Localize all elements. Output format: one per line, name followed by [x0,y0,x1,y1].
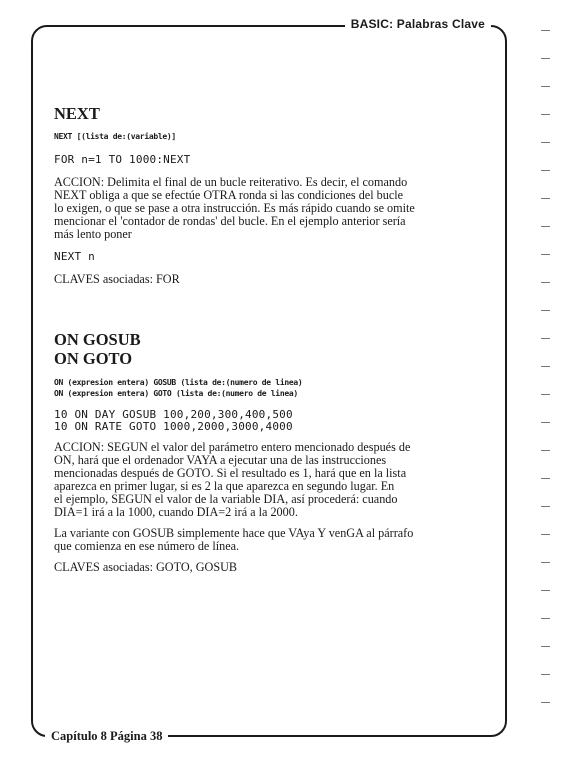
tick-mark [541,674,550,675]
tick-mark [541,30,550,31]
on-syntax-1: ON (expresion entera) GOSUB (lista de:(numero de linea) [54,378,303,387]
tick-mark [541,310,550,311]
tick-mark [541,282,550,283]
footer-page-label: Capítulo 8 Página 38 [45,729,168,744]
margin-tick-marks [541,30,555,730]
tick-mark [541,142,550,143]
next-action: ACCION: Delimita el final de un bucle reiterativo. Es decir, el comando NEXT obliga a que se efectúe OTRA ronda si las condiciones del bucle lo exigen, o que se pase a otra instrucción. Es más rápido cuando se omite mencionar el 'contador de rondas' del bucle. En el ejemplo anterior sería más lento poner [54,175,415,241]
tick-mark [541,58,550,59]
tick-mark [541,618,550,619]
next-keys: CLAVES asociadas: FOR [54,272,180,286]
next-example: FOR n=1 TO 1000:NEXT [54,153,191,166]
tick-mark [541,534,550,535]
header-title: BASIC: Palabras Clave [345,17,491,31]
next-syntax: NEXT [(lista de:(variable)] [54,132,176,141]
tick-mark [541,198,550,199]
tick-mark [541,646,550,647]
on-example-1: 10 ON DAY GOSUB 100,200,300,400,500 [54,408,293,421]
on-title-1: ON GOSUB [54,330,141,349]
tick-mark [541,506,550,507]
tick-mark [541,422,550,423]
tick-mark [541,590,550,591]
on-action: ACCION: SEGUN el valor del parámetro entero mencionado después de ON, hará que el ordenador VAYA a ejecutar una de las instrucciones mencionadas después de GOTO. Si el resultado es 1, hará que en la lista aparezca en primer lugar, si es 2 la que aparezca en segundo lugar. En el ejemplo, SEGUN el valor de la variable DIA, así procederá: cuando DIA=1 irá a la 1000, cuando DIA=2 irá a la 2000. [54,440,411,519]
tick-mark [541,562,550,563]
tick-mark [541,394,550,395]
on-keys: CLAVES asociadas: GOTO, GOSUB [54,560,238,574]
on-example-2: 10 ON RATE GOTO 1000,2000,3000,4000 [54,420,293,433]
on-title-2: ON GOTO [54,349,133,368]
next-title: NEXT [54,104,100,123]
tick-mark [541,170,550,171]
tick-mark [541,338,550,339]
next-example-2: NEXT n [54,250,95,263]
tick-mark [541,366,550,367]
on-syntax-2: ON (expresion entera) GOTO (lista de:(numero de linea) [54,389,298,398]
tick-mark [541,450,550,451]
tick-mark [541,226,550,227]
tick-mark [541,702,550,703]
tick-mark [541,114,550,115]
on-section [54,330,499,574]
tick-mark [541,478,550,479]
tick-mark [541,86,550,87]
next-section [54,104,499,286]
on-variant: La variante con GOSUB simplemente hace que VAya Y venGA al párrafo que comienza en ese número de línea. [54,526,414,553]
page-content [54,104,499,574]
tick-mark [541,254,550,255]
